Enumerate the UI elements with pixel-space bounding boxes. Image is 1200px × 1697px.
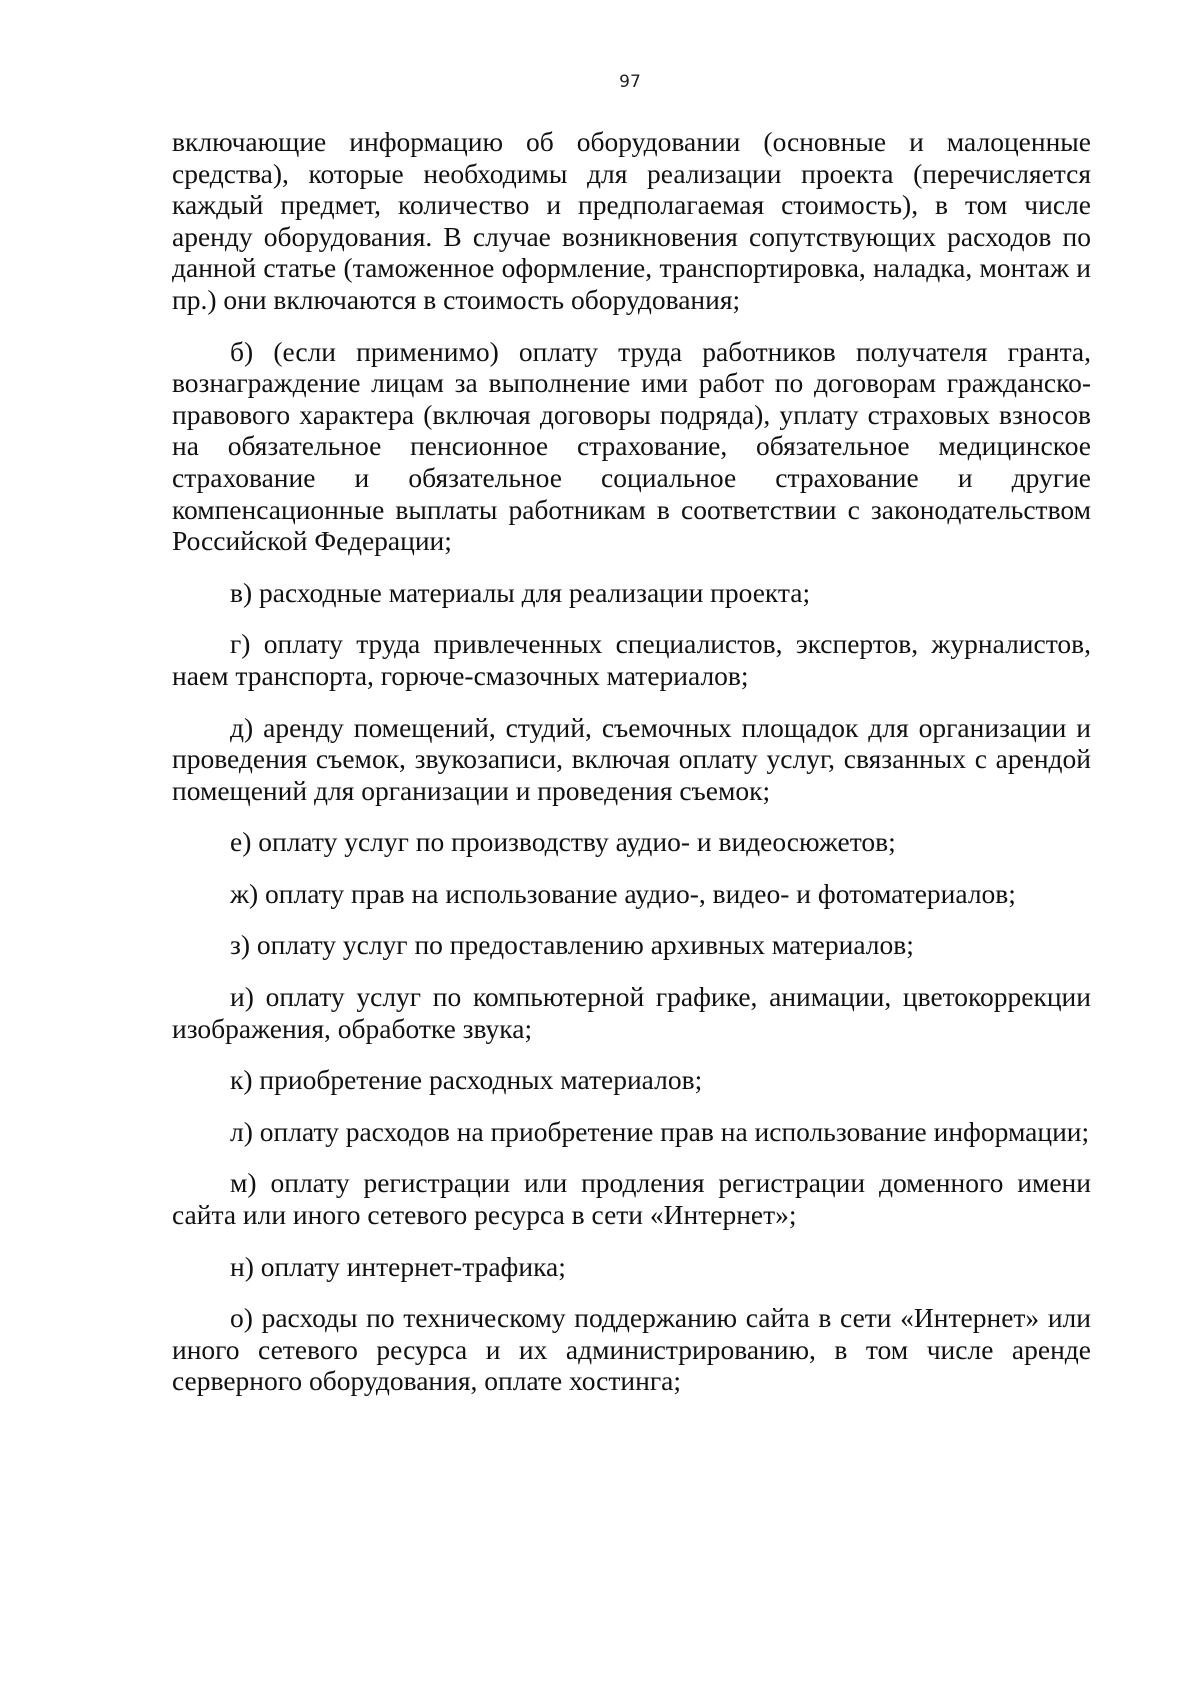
page-number: 97: [619, 72, 641, 92]
paragraph-item-g: г) оплату труда привлеченных специалистов, экспертов, журналистов, наем транспорта, горюче-смазочных материалов;: [172, 628, 1091, 691]
paragraph-item-k: к) приобретение расходных материалов;: [230, 1064, 703, 1096]
paragraph-item-i: и) оплату услуг по компьютерной графике, анимации, цветокоррекции изображения, обработке звука;: [172, 981, 1091, 1044]
paragraph-item-l: л) оплату расходов на приобретение прав на использование информации;: [230, 1115, 1090, 1147]
paragraph-item-v: в) расходные материалы для реализации проекта;: [230, 576, 811, 608]
paragraph-item-m: м) оплату регистрации или продления регистрации доменного имени сайта или иного сетевого ресурса в сети «Интернет»;: [172, 1167, 1091, 1231]
paragraph-equipment-continuation: включающие информацию об оборудовании (основные и малоценные средства), которые необходимы для реализации проекта (перечисляется каждый предмет, количество и предполагаемая стоимость), в том числе аренду оборудования. В случае возникновения сопутствующих расходов по данной статье (таможенное оформление, транспортировка, наладка, монтаж и пр.) они включаются в стоимость оборудования;: [172, 126, 1091, 315]
paragraph-item-n: н) оплату интернет-трафика;: [230, 1250, 566, 1282]
document-body: [172, 126, 1091, 1417]
paragraph-item-d: д) аренду помещений, студий, съемочных площадок для организации и проведения съемок, звукозаписи, включая оплату услуг, связанных с арендой помещений для организации и проведения съемок;: [172, 711, 1091, 806]
paragraph-item-z: з) оплату услуг по предоставлению архивных материалов;: [230, 929, 914, 961]
paragraph-item-o: о) расходы по техническому поддержанию сайта в сети «Интернет» или иного сетевого ресурса и их администрированию, в том числе аренде серверного оборудования, оплате хостинга;: [172, 1302, 1091, 1397]
paragraph-item-zh: ж) оплату прав на использование аудио-, видео- и фотоматериалов;: [230, 877, 1016, 909]
paragraph-item-b: б) (если применимо) оплату труда работников получателя гранта, вознаграждение лицам за выполнение ими работ по договорам гражданско-правового характера (включая договоры подряда), уплату страховых взносов на обязательное пенсионное страхование, обязательное медицинское страхование и обязательное социальное страхование и другие компенсационные выплаты работникам в соответствии с законодательством Российской Федерации;: [172, 335, 1091, 557]
paragraph-item-e: е) оплату услуг по производству аудио- и видеосюжетов;: [230, 826, 896, 858]
